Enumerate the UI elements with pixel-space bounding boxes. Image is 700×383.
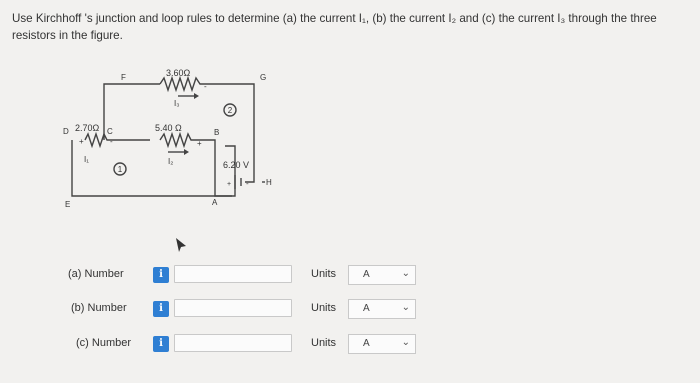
label-i2: I₂ [168,157,174,166]
node-a: A [212,198,218,207]
node-d: D [63,127,69,136]
answer-a-input[interactable] [174,265,292,283]
units-select-c[interactable] [348,334,416,354]
answer-c-input[interactable] [174,334,292,352]
part-c-label: (c) Number [76,337,132,349]
units-label: Units [311,302,337,314]
units-value: A [363,338,370,349]
part-a-label: (a) Number [68,268,124,280]
node-c: C [107,127,113,136]
r1-plus: + [79,137,84,146]
units-value: A [363,269,370,280]
node-g: G [260,73,267,82]
loop-2-number: 2 [227,106,233,115]
units-label: Units [311,268,337,280]
label-r2: 5.40 Ω [155,123,182,133]
info-icon[interactable]: i [153,301,169,317]
r2-plus: + [197,139,202,148]
units-select-a[interactable] [348,265,416,285]
question-text: Use Kirchhoff 's junction and loop rules to determine (a) the current I₁, (b) the current I₂ and (c) the current I₃ through the three resistors in the figure. [12,12,657,42]
node-h: H [266,178,272,187]
chevron-down-icon: ⌄ [401,337,410,348]
info-icon[interactable]: i [153,336,169,352]
node-f: F [121,73,126,82]
label-i3: I₃ [174,99,180,108]
label-battery: 6.20 V [223,160,250,170]
battery-plus: + [227,181,232,188]
mouse-cursor-icon [176,238,186,252]
answer-b-input[interactable] [174,299,292,317]
chevron-down-icon: ⌄ [401,268,410,279]
arrowhead-i3 [194,93,199,99]
arrowhead-i2 [184,149,189,155]
label-i1: I₁ [84,155,89,164]
answer-row-c [0,333,700,357]
info-icon[interactable]: i [153,267,169,283]
units-label: Units [311,337,337,349]
r1-minus: - [110,137,113,146]
wire-left-box [72,140,235,196]
r3-minus: - [204,82,207,91]
answer-row-b [0,298,700,322]
answer-row-a [0,264,700,288]
units-value: A [363,303,370,314]
label-r1: 2.70Ω [75,123,100,133]
units-select-b[interactable] [348,299,416,319]
node-e: E [65,200,71,209]
resistor-r3-zigzag [160,78,205,90]
node-b: B [214,128,220,137]
loop-1-number: 1 [117,165,123,174]
chevron-down-icon: ⌄ [401,302,410,313]
label-r3: 3.60Ω [166,68,191,78]
part-b-label: (b) Number [71,302,127,314]
battery-minus: - [246,179,249,188]
resistor-r2-zigzag [160,134,198,146]
